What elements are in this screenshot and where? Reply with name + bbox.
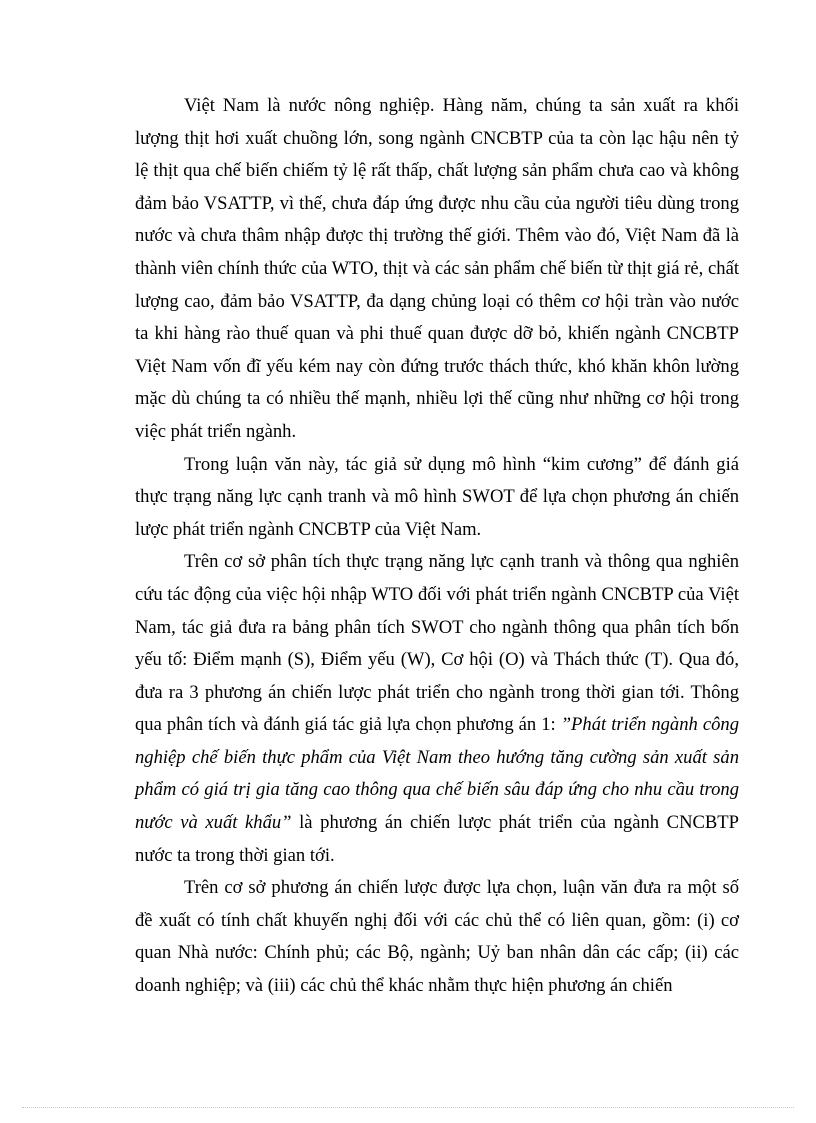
paragraph-swot-analysis	[135, 546, 739, 872]
paragraph-intro: Việt Nam là nước nông nghiệp. Hàng năm, chúng ta sản xuất ra khối lượng thịt hơi xuất chuồng lớn, song ngành CNCBTP của ta còn lạc hậu nên tỷ lệ thịt qua chế biến chiếm tỷ lệ rất thấp, chất lượng sản phẩm chưa cao và không đảm bảo VSATTP, vì thế, chưa đáp ứng được nhu cầu của người tiêu dùng trong nước và chưa thâm nhập được thị trường thế giới. Thêm vào đó, Việt Nam đã là thành viên chính thức của WTO, thịt và các sản phẩm chế biến từ thịt giá rẻ, chất lượng cao, đảm bảo VSATTP, đa dạng chủng loại có thêm cơ hội tràn vào nước ta khi hàng rào thuế quan và phi thuế quan được dỡ bỏ, khiến ngành CNCBTP Việt Nam vốn đĩ yếu kém nay còn đứng trước thách thức, khó khăn khôn lường mặc dù chúng ta có nhiều thế mạnh, nhiều lợi thế cũng như những cơ hội trong việc phát triển ngành.	[135, 95, 739, 442]
chosen-strategy-quote: ”Phát triển ngành công nghiệp chế biến thực phẩm của Việt Nam theo hướng tăng cường sản xuất sản phẩm có giá trị gia tăng cao thông qua chế biến sâu đáp ứng cho nhu cầu trong nước và xuất khẩu”	[135, 714, 739, 834]
paragraph-recommendations: Trên cơ sở phương án chiến lược được lựa chọn, luận văn đưa ra một số đề xuất có tính chất khuyến nghị đối với các chủ thể có liên quan, gồm: (i) cơ quan Nhà nước: Chính phủ; các Bộ, ngành; Uỷ ban nhân dân các cấp; (ii) các doanh nghiệp; và (iii) các chủ thể khác nhằm thực hiện phương án chiến	[135, 877, 739, 997]
paragraph-methodology: Trong luận văn này, tác giả sử dụng mô hình “kim cương” để đánh giá thực trạng năng lực cạnh tranh và mô hình SWOT để lựa chọn phương án chiến lược phát triển ngành CNCBTP của Việt Nam.	[135, 453, 739, 540]
page-bottom-divider	[22, 1107, 794, 1108]
swot-text-before: Trên cơ sở phân tích thực trạng năng lực cạnh tranh và thông qua nghiên cứu tác động của việc hội nhập WTO đối với phát triển ngành CNCBTP của Việt Nam, tác giả đưa ra bảng phân tích SWOT cho ngành thông qua phân tích bốn yếu tố: Điểm mạnh (S), Điểm yếu (W), Cơ hội (O) và Thách thức (T). Qua đó, đưa ra 3 phương án chiến lược phát triển cho ngành trong thời gian tới. Thông qua phân tích và đánh giá tác giả lựa chọn phương án 1:	[135, 551, 739, 736]
swot-text-after: là phương án chiến lược phát triển của ngành CNCBTP nước ta trong thời gian tới.	[135, 812, 739, 866]
body-text	[135, 90, 739, 1003]
